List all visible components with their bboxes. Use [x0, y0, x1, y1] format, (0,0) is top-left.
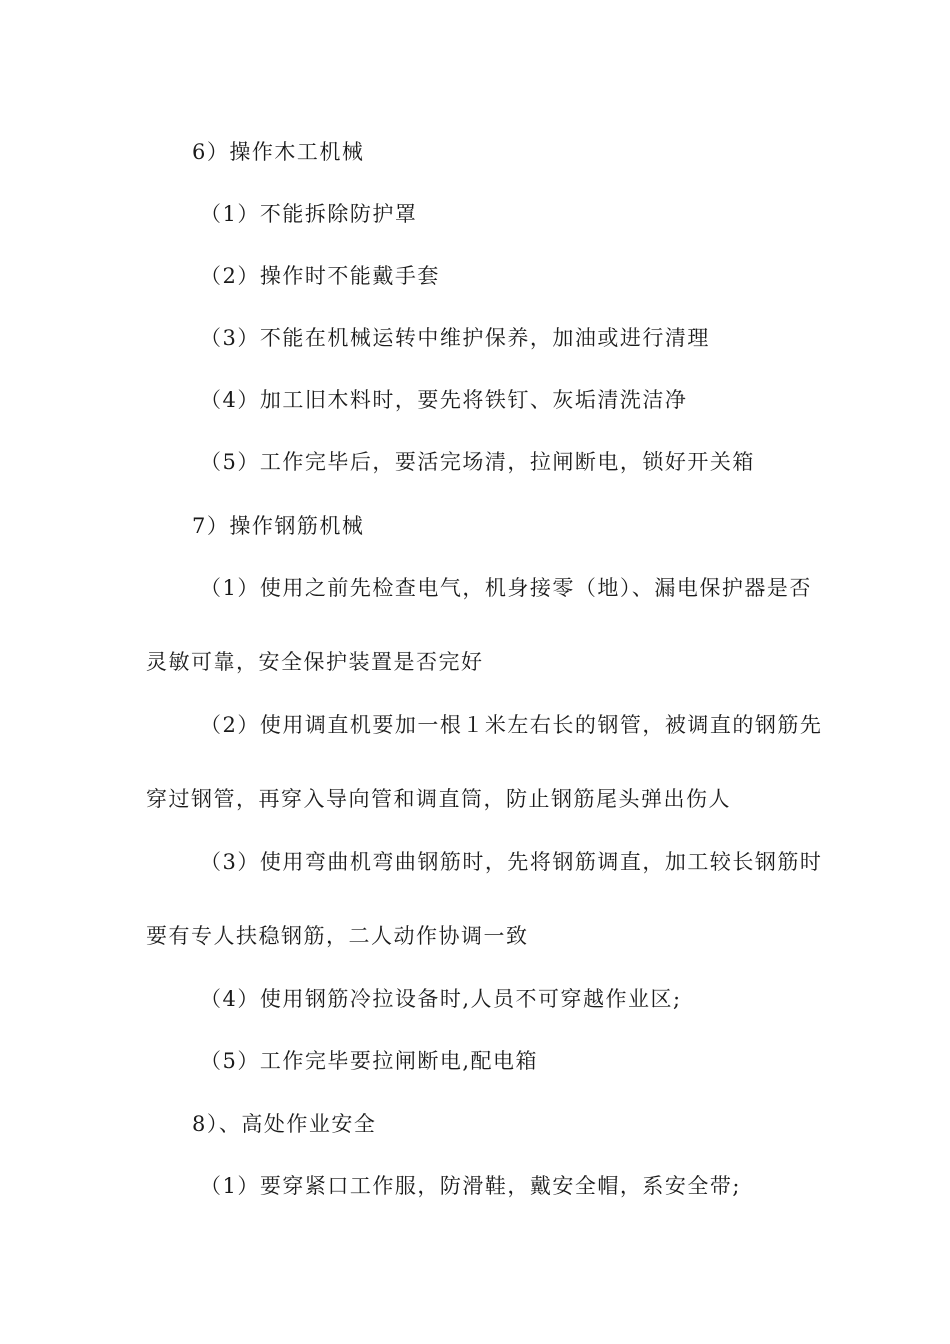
list-item-continuation: 要有专人扶稳钢筋，二人动作协调一致 — [146, 924, 529, 948]
list-item: （4）使用钢筋冷拉设备时,人员不可穿越作业区; — [200, 987, 682, 1011]
list-item: （3）使用弯曲机弯曲钢筋时，先将钢筋调直，加工较长钢筋时 — [200, 850, 823, 874]
section-heading-woodworking: 6）操作木工机械 — [192, 140, 365, 164]
list-item: （5）工作完毕要拉闸断电,配电箱 — [200, 1049, 539, 1073]
list-item: （1）不能拆除防护罩 — [200, 202, 418, 226]
list-item: （5）工作完毕后，要活完场清，拉闸断电，锁好开关箱 — [200, 450, 755, 474]
section-heading-rebar: 7）操作钢筋机械 — [192, 514, 365, 538]
list-item: （2）使用调直机要加一根１米左右长的钢管，被调直的钢筋先 — [200, 713, 823, 737]
list-item: （1）要穿紧口工作服，防滑鞋，戴安全帽，系安全带; — [200, 1174, 741, 1198]
list-item-continuation: 灵敏可靠，安全保护装置是否完好 — [146, 650, 484, 674]
list-item: （1）使用之前先检查电气，机身接零（地）、漏电保护器是否 — [200, 576, 812, 600]
list-item: （3）不能在机械运转中维护保养，加油或进行清理 — [200, 326, 710, 350]
section-heading-height-work: 8）、高处作业安全 — [192, 1112, 377, 1136]
list-item: （2）操作时不能戴手套 — [200, 264, 440, 288]
list-item-continuation: 穿过钢管，再穿入导向管和调直筒，防止钢筋尾头弹出伤人 — [146, 787, 731, 811]
list-item: （4）加工旧木料时，要先将铁钉、灰垢清洗洁净 — [200, 388, 688, 412]
